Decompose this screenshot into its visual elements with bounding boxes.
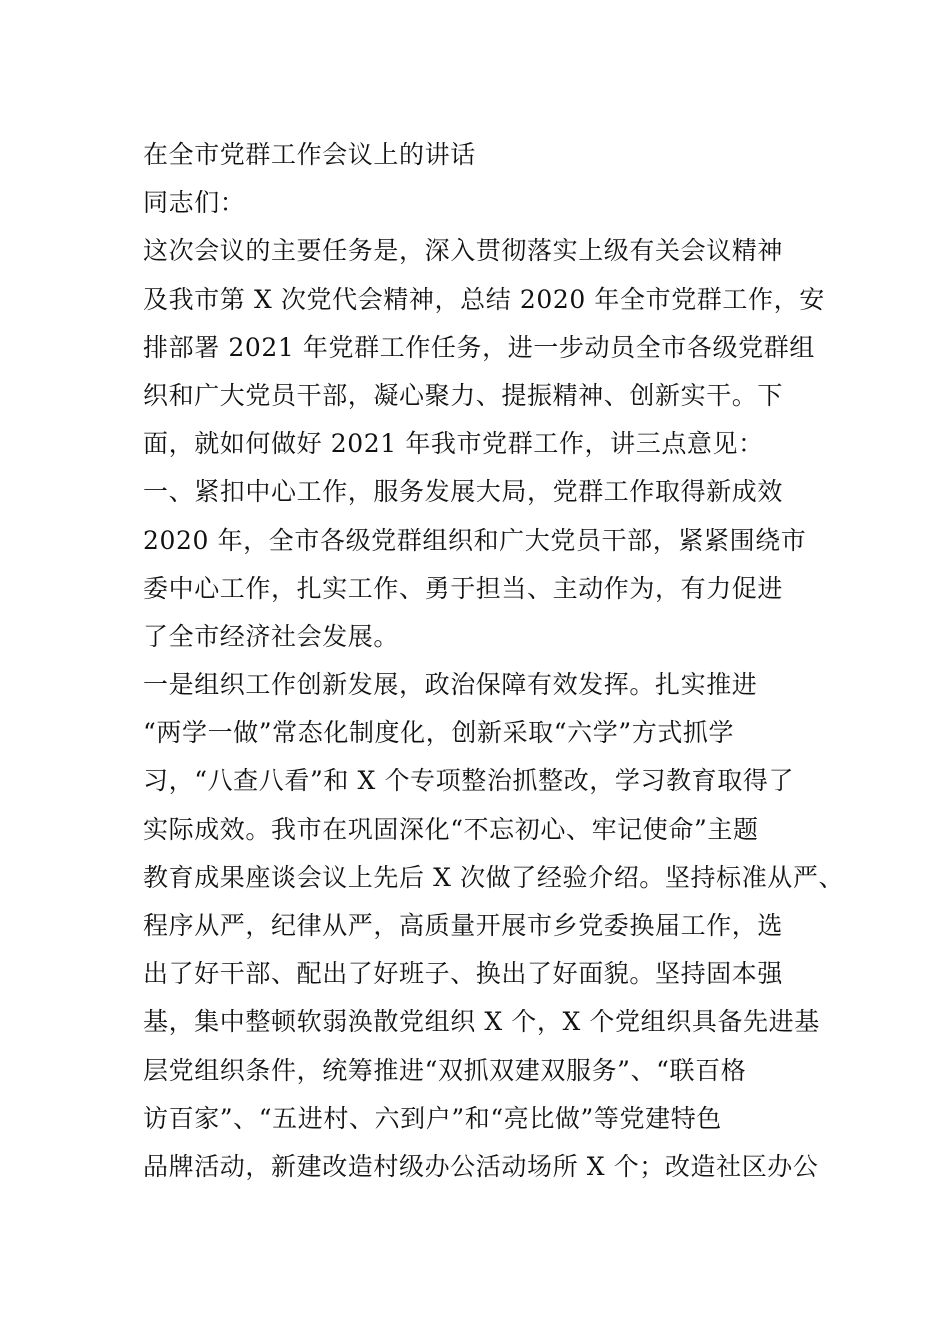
paragraph-line: 排部署 2021 年党群工作任务，进一步动员全市各级党群组 [143,332,815,362]
paragraph-line: “两学一做”常态化制度化，创新采取“六学”方式抓学 [143,718,735,748]
paragraph-line: 2020 年，全市各级党群组织和广大党员干部，紧紧围绕市 [143,525,807,555]
paragraph-line: 程序从严，纪律从严，高质量开展市乡党委换届工作，选 [143,911,784,940]
paragraph-line: 了全市经济社会发展。 [143,621,400,651]
paragraph-line: 面，就如何做好 2021 年我市党群工作，讲三点意见： [143,429,764,459]
paragraph-line: 品牌活动，新建改造村级办公活动场所 X 个；改造社区办公 [143,1151,819,1181]
paragraph-line: 基，集中整顿软弱涣散党组织 X 个，X 个党组织具备先进基 [143,1007,820,1037]
paragraph-line: 织和广大党员干部，凝心聚力、提振精神、创新实干。下 [143,380,784,410]
paragraph-line: 这次会议的主要任务是，深入贯彻落实上级有关会议精神 [143,236,784,266]
salutation-line: 同志们： [143,188,246,218]
paragraph-line: 教育成果座谈会议上先后 X 次做了经验介绍。坚持标准从严、 [143,862,845,892]
paragraph-line: 习，“八查八看”和 X 个专项整治抓整改，学习教育取得了 [143,766,795,796]
paragraph-line: 层党组织条件，统筹推进“双抓双建双服务”、“联百格 [143,1055,747,1085]
paragraph-line: 实际成效。我市在巩固深化“不忘初心、牢记使命”主题 [143,814,759,844]
document-title: 在全市党群工作会议上的讲话 [143,140,476,169]
section-heading: 一、紧扣中心工作，服务发展大局，党群工作取得新成效 [143,477,784,507]
paragraph-line: 及我市第 X 次党代会精神，总结 2020 年全市党群工作，安 [143,284,825,314]
paragraph-line: 委中心工作，扎实工作、勇于担当、主动作为，有力促进 [143,573,784,603]
paragraph-line: 访百家”、“五进村、六到户”和“亮比做”等党建特色 [143,1103,722,1133]
paragraph-line: 出了好干部、配出了好班子、换出了好面貌。坚持固本强 [143,959,784,989]
paragraph-line: 一是组织工作创新发展，政治保障有效发挥。扎实推进 [143,670,758,700]
document-body [143,131,845,1191]
